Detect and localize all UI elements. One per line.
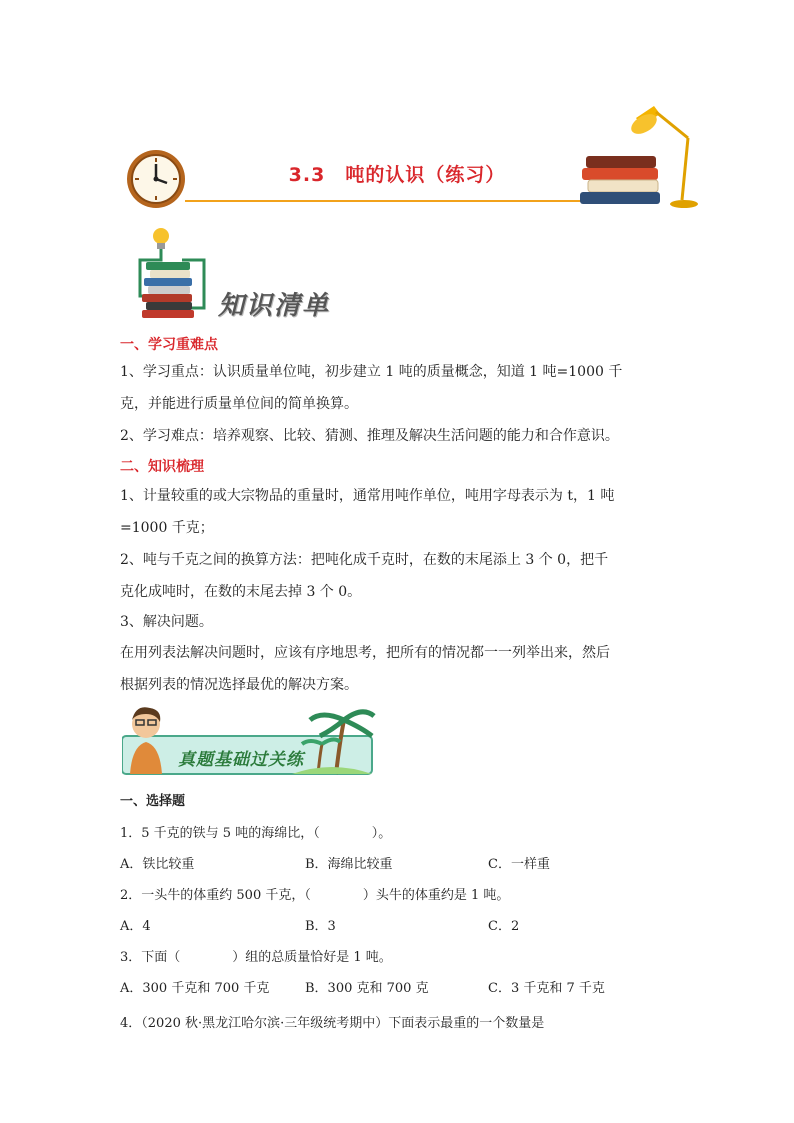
section2-paragraph1-line2: =1000 千克；: [120, 520, 214, 536]
knowledge-banner-label: 知识清单: [218, 291, 331, 321]
section2-paragraph4-line1: 在用列表法解决问题时，应该有序地思考，把所有的情况都一一列举出来，然后: [120, 645, 610, 661]
section2-paragraph4-line2: 根据列表的情况选择最优的解决方案。: [120, 677, 358, 693]
section1-paragraph1-line1: 1、学习重点：认识质量单位吨，初步建立 1 吨的质量概念，知道 1 吨=1000 千: [120, 364, 623, 380]
section1-heading: 一、学习重难点: [120, 337, 218, 353]
question-1-stem: 1．5 千克的铁与 5 吨的海绵比，（ ）。: [120, 826, 392, 841]
question-1-option-b: B．海绵比较重: [305, 857, 393, 872]
question-4-stem: 4．（2020 秋·黑龙江哈尔滨·三年级统考期中）下面表示最重的一个数量是: [120, 1016, 545, 1031]
section2-paragraph2-line2: 克化成吨时，在数的末尾去掉 3 个 0。: [120, 584, 362, 600]
section2-paragraph1-line1: 1、计量较重的或大宗物品的重量时，通常用吨作单位，吨用字母表示为 t，1 吨: [120, 488, 615, 504]
section1-paragraph2: 2、学习难点：培养观察、比较、猜测、推理及解决生活问题的能力和合作意识。: [120, 428, 619, 444]
question-2-option-b: B．3: [305, 919, 336, 934]
question-2-option-c: C．2: [488, 919, 520, 934]
section2-paragraph2-line1: 2、吨与千克之间的换算方法：把吨化成千克时，在数的末尾添上 3 个 0，把千: [120, 552, 609, 568]
section2-paragraph3: 3、解决问题。: [120, 614, 213, 630]
question-3-stem: 3．下面（ ）组的总质量恰好是 1 吨。: [120, 950, 392, 965]
idea-books-icon: [134, 226, 216, 322]
choice-section-heading: 一、选择题: [120, 794, 186, 809]
question-3-option-a: A．300 千克和 700 千克: [120, 981, 270, 996]
practice-banner-label: 真题基础过关练: [178, 750, 304, 770]
question-2-stem: 2．一头牛的体重约 500 千克，（ ）头牛的体重约是 1 吨。: [120, 888, 510, 903]
section1-paragraph1-line2: 克，并能进行质量单位间的简单换算。: [120, 396, 358, 412]
title-underline: [185, 200, 600, 202]
question-2-option-a: A．4: [120, 919, 151, 934]
question-1-option-c: C．一样重: [488, 857, 550, 872]
page-title: 3.3 吨的认识（练习）: [288, 164, 506, 186]
question-1-option-a: A．铁比较重: [120, 857, 195, 872]
books-lamp-icon: [576, 100, 711, 215]
section2-heading: 二、知识梳理: [120, 459, 204, 475]
question-3-option-b: B．300 克和 700 克: [305, 981, 429, 996]
question-3-option-c: C．3 千克和 7 千克: [488, 981, 605, 996]
